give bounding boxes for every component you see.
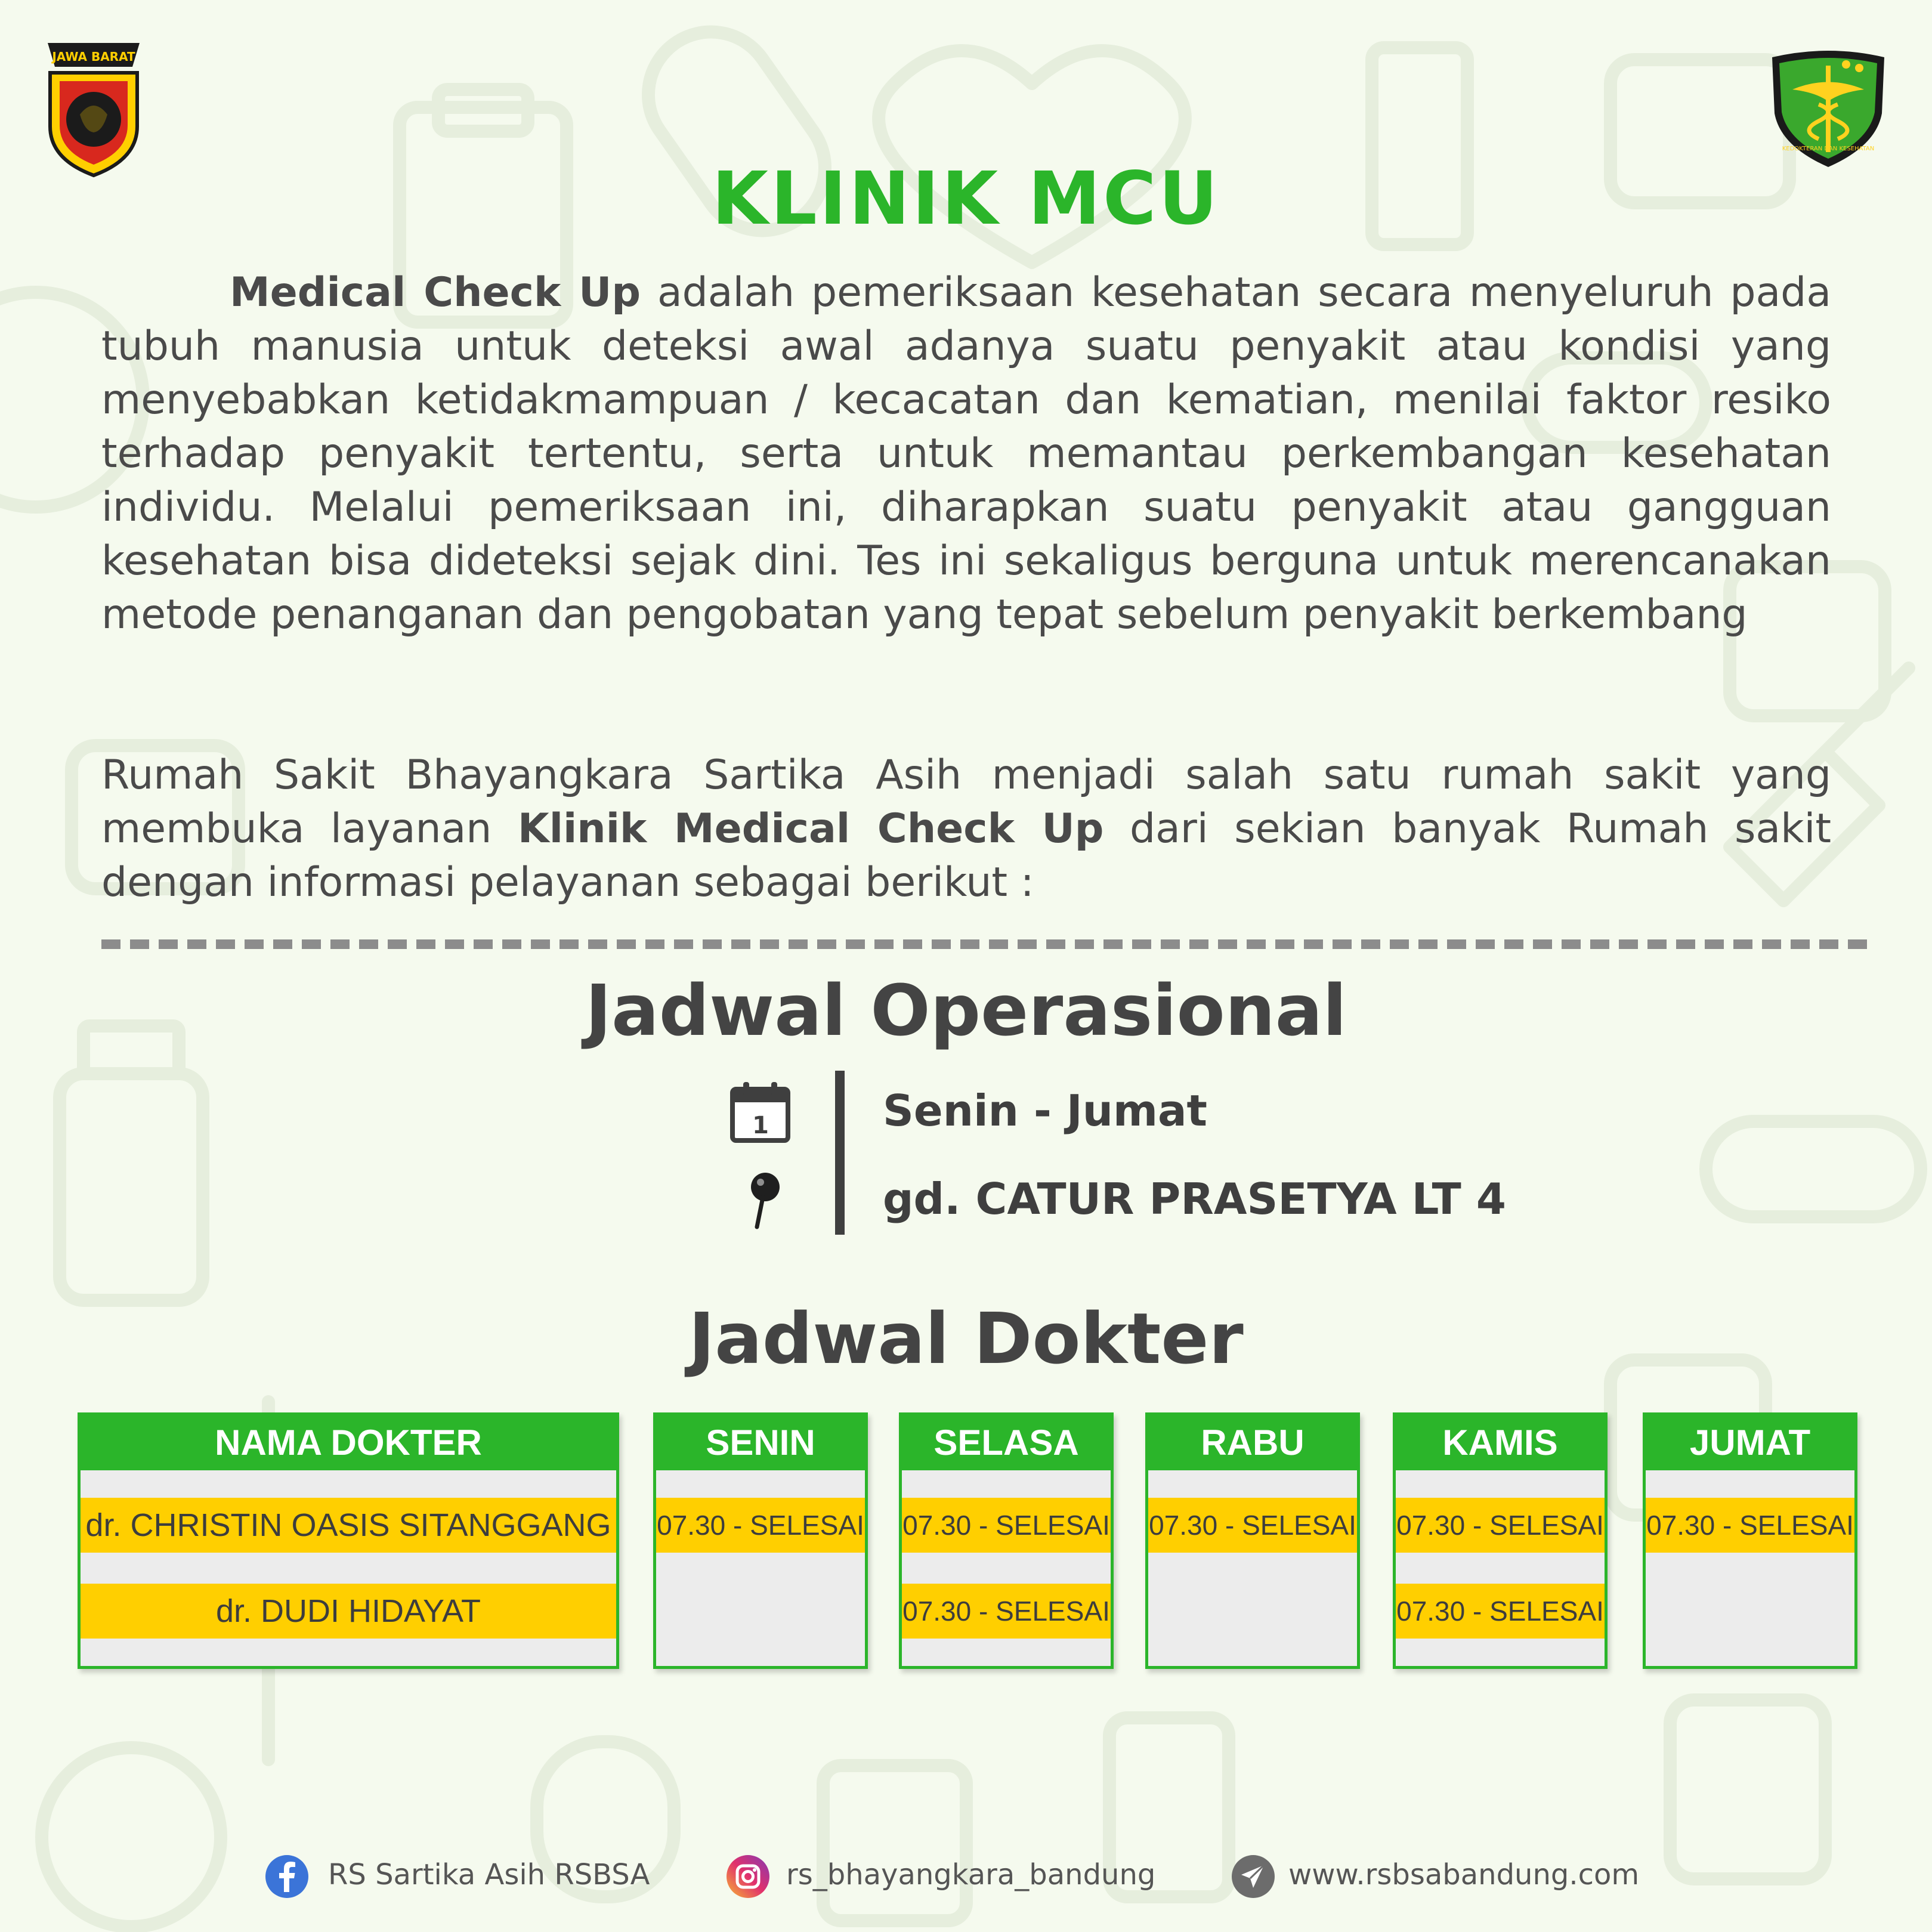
operational-heading: Jadwal Operasional xyxy=(585,969,1347,1052)
doctor-schedule-heading: Jadwal Dokter xyxy=(688,1297,1244,1380)
facebook-icon[interactable] xyxy=(264,1854,310,1899)
doctor-name-cell: dr. CHRISTIN OASIS SITANGGANG xyxy=(81,1498,616,1553)
dashed-divider xyxy=(101,939,1867,949)
column-header-day: KAMIS xyxy=(1396,1415,1605,1470)
operational-location: gd. CATUR PRASETYA LT 4 xyxy=(883,1174,1506,1224)
schedule-slot: 07.30 - SELESAI xyxy=(902,1584,1111,1639)
shield-caption-text: KEDOKTERAN DAN KESEHATAN xyxy=(1782,146,1875,152)
info-separator-line xyxy=(835,1071,845,1235)
column-header-name: NAMA DOKTER xyxy=(81,1415,616,1470)
service-text-after: dari sekian banyak Rumah sakit dengan informasi pelayanan sebagai berikut : xyxy=(101,805,1831,906)
location-pin-icon xyxy=(743,1170,784,1230)
schedule-slot: 07.30 - SELESAI xyxy=(656,1498,865,1553)
service-paragraph xyxy=(101,749,1831,910)
day-column-jumat xyxy=(1643,1412,1857,1669)
day-column-kamis xyxy=(1393,1412,1608,1669)
instagram-icon[interactable] xyxy=(725,1854,771,1899)
instagram-link[interactable]: rs_bhayangkara_bandung xyxy=(786,1858,1156,1891)
doctor-name-column xyxy=(78,1412,619,1669)
operational-days: Senin - Jumat xyxy=(883,1086,1207,1136)
calendar-icon xyxy=(729,1081,792,1143)
facebook-link[interactable]: RS Sartika Asih RSBSA xyxy=(328,1858,650,1891)
service-text-before: Rumah Sakit Bhayangkara Sartika Asih menjadi salah satu rumah sakit yang membuka layanan xyxy=(101,752,1831,852)
kedokteran-kesehatan-shield-logo xyxy=(1769,48,1888,170)
column-header-day: RABU xyxy=(1148,1415,1357,1470)
column-header-day: SENIN xyxy=(656,1415,865,1470)
service-bold: Klinik Medical Check Up xyxy=(518,805,1104,852)
intro-text: adalah pemeriksaan kesehatan secara menyeluruh pada tubuh manusia untuk deteksi awal adanya suatu penyakit atau kondisi yang menyebabkan ketidakmampuan / kecacatan dan kematian, menilai faktor resiko terhadap penyakit tertentu, serta untuk memantau perkembangan kesehatan individu. Melalui pemeriksaan ini, diharapkan suatu penyakit atau gangguan kesehatan bisa dideteksi sejak dini. Tes ini sekaligus berguna untuk merencanakan metode penanganan dan pengobatan yang tepat sebelum penyakit berkembang xyxy=(101,269,1831,638)
column-header-day: SELASA xyxy=(902,1415,1111,1470)
schedule-slot: 07.30 - SELESAI xyxy=(1148,1498,1357,1553)
schedule-slot: 07.30 - SELESAI xyxy=(902,1498,1111,1553)
column-header-day: JUMAT xyxy=(1646,1415,1854,1470)
doctor-name-cell: dr. DUDI HIDAYAT xyxy=(81,1584,616,1639)
calendar-day-number: 1 xyxy=(752,1112,769,1139)
schedule-slot: 07.30 - SELESAI xyxy=(1646,1498,1854,1553)
day-column-selasa xyxy=(899,1412,1114,1669)
website-send-icon[interactable] xyxy=(1231,1854,1276,1899)
page-title: KLINIK MCU xyxy=(712,156,1220,241)
schedule-slot: 07.30 - SELESAI xyxy=(1396,1498,1605,1553)
badge-ribbon-text: JAWA BARAT xyxy=(52,50,135,64)
day-column-senin xyxy=(653,1412,868,1669)
website-link[interactable]: www.rsbsabandung.com xyxy=(1288,1858,1640,1891)
intro-paragraph xyxy=(101,266,1831,642)
intro-bold-lead: Medical Check Up xyxy=(230,269,641,316)
schedule-slot: 07.30 - SELESAI xyxy=(1396,1584,1605,1639)
day-column-rabu xyxy=(1145,1412,1360,1669)
